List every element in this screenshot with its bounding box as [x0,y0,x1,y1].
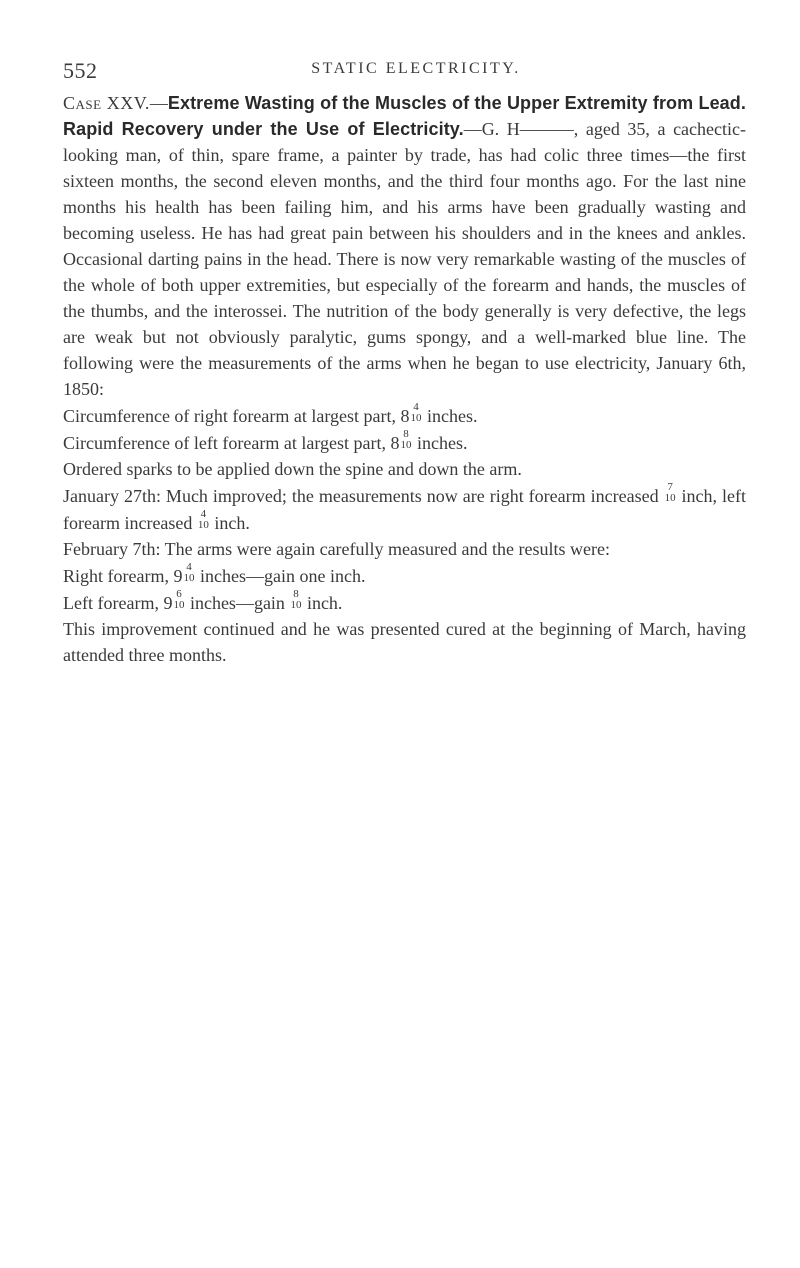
fraction [401,429,412,451]
entry-text: January 27th: Much improved; the measurements now are right forearm increased [63,486,664,506]
fraction-numerator: 4 [186,561,192,573]
entry-february-7: February 7th: The arms were again carefully measured and the results were: [63,539,610,559]
fraction-numerator: 4 [200,508,207,520]
measurement-text: Right forearm, 9 [63,566,183,586]
measurement-unit: inches. [412,433,468,453]
entry-text: inch. [209,513,250,533]
fraction [665,482,676,504]
running-head [63,58,749,84]
running-title: STATIC ELECTRICITY. [311,60,521,77]
fraction [411,402,422,424]
case-title: Extreme Wasting of the Muscles of the Upper Extremity from Lead. Rapid Recovery under the Use of Electricity. [63,93,746,139]
measurement-text: inch. [302,593,343,613]
fraction [198,509,209,531]
fraction-numerator: 4 [413,401,419,413]
fraction-numerator: 7 [667,481,673,493]
case-body [63,90,746,668]
measurement-text: inches—gain one inch. [195,566,366,586]
measurement-text: Circumference of right forearm at largest part, 8 [63,406,410,426]
fraction-denominator: 10 [183,572,195,584]
measurement-unit: inches. [422,406,478,426]
measurement-left-initial [63,429,746,456]
measurement-text: Circumference of left forearm at largest part, 8 [63,433,400,453]
entry-january-27 [63,482,746,536]
treatment-order: Ordered sparks to be applied down the spine and down the arm. [63,459,522,479]
case-label: Case XXV. [63,93,150,113]
case-intro: —G. H———, aged 35, a cachectic-looking man, of thin, spare frame, a painter by trade, has had colic three times—the first sixteen months, the second eleven months, and the third four months ago. For the last nine months his health has been failing him, and his arms have been gradually wasting and becoming useless. He has had great pain between his shoulders and in the knees and ankles. Occasional darting pains in the head. There is now very remarkable wasting of the muscles of the whole of both upper extremities, but especially of the forearm and hands, the muscles of the thumbs, and the interossei. The nutrition of the body generally is very defective, the legs are weak but not obviously paralytic, gums spongy, and a well-marked blue line. The following were the measurements of the arms when he began to use electricity, January 6th, 1850: [63,119,746,399]
fraction [290,589,301,611]
fraction-denominator: 10 [410,412,422,424]
measurement-text: Left forearm, 9 [63,593,173,613]
case-paragraph [63,90,746,402]
fraction-denominator: 10 [664,492,676,504]
fraction-denominator: 10 [290,599,302,611]
fraction-numerator: 8 [403,428,409,440]
fraction-numerator: 8 [293,588,299,600]
case-dash: — [149,93,168,113]
fraction-denominator: 10 [173,599,185,611]
entry-text: inch, left forearm increased [63,486,746,533]
measurement-right-initial [63,402,746,429]
fraction [183,562,194,584]
fraction-denominator: 10 [197,519,209,531]
fraction [173,589,184,611]
measurement-left-final [63,589,746,616]
fraction-numerator: 6 [176,588,182,600]
conclusion-paragraph: This improvement continued and he was presented cured at the beginning of March, having attended three months. [63,619,746,665]
measurement-right-final [63,562,746,589]
fraction-denominator: 10 [400,439,412,451]
page-number: 552 [63,58,98,83]
measurement-text: inches—gain [185,593,290,613]
